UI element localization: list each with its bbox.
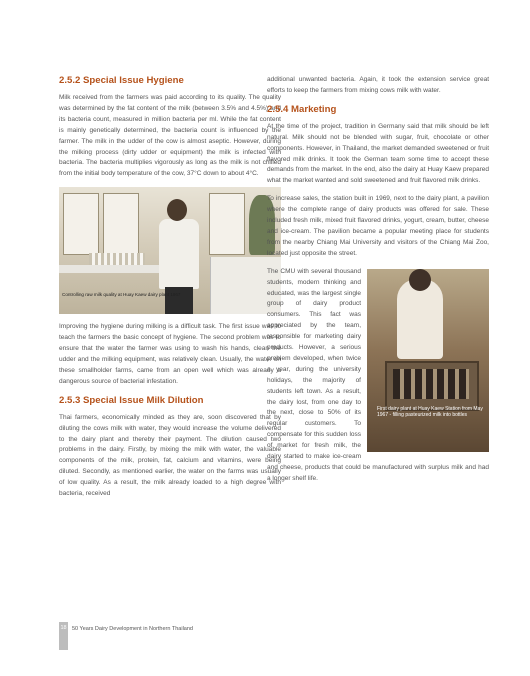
worker-head	[409, 269, 431, 291]
worker	[397, 279, 443, 359]
photo-milk-quality	[59, 187, 281, 314]
bottle-filling-machine	[385, 361, 479, 411]
left-column	[59, 75, 281, 507]
window	[209, 193, 245, 255]
section-heading-marketing: 2.5.4 Marketing	[267, 103, 337, 115]
paragraph: To increase sales, the station built in 1969, next to the dairy plant, a pavilion where the complete range of dairy products was offered for sale. These included fresh milk, mixed fruit flavored drinks, yogurt, cream, butter, cheese and ice-cream. The pavilion became a popular meeting place for students from the nearby Chiang Mai University and visitors of the Chiang Mai Zoo, located just opposite the street.	[267, 195, 489, 257]
photo-caption: First dairy plant at Huay Kaew Station from May 1967 - filling pasteurized milk into bottles	[377, 405, 483, 419]
paragraph: Milk received from the farmers was paid according to its quality. The quality was determined by the fat content of the milk (between 3.5% and 4.5%) and its bacteria count, measured in million bacteria per ml. While the fat content is mainly genetically determined, the bacteria count is influenced by the farmer. The milk in the udder of the cow is almost aseptic. However, during the milking process (dirty udder or equipment) the milk is infected with bacteria. The bacteria multiplies vigorously as long as the milk is not chilled from the initial body temperature of the cow, 37°C down to about 4°C.	[59, 94, 281, 178]
technician	[159, 219, 199, 289]
right-column	[267, 75, 489, 492]
window	[63, 193, 99, 255]
photo-caption: Controlling raw milk quality at Huay Kaew dairy plant 1967	[62, 292, 181, 298]
paragraph: additional unwanted bacteria. Again, it took the extension service great efforts to keep the farmers from mixing cows milk with water.	[267, 76, 489, 94]
sample-bottles	[89, 253, 145, 265]
lab-bench	[59, 265, 159, 273]
section-heading-dilution: 2.5.3 Special Issue Milk Dilution	[59, 394, 204, 406]
technician-head	[167, 199, 187, 221]
photo-dairy-plant	[367, 269, 489, 452]
footer-title: 50 Years Dairy Development in Northern Thailand	[72, 626, 193, 632]
section-heading-hygiene: 2.5.2 Special Issue Hygiene	[59, 75, 184, 86]
paragraph: Improving the hygiene during milking is a difficult task. The first issue was to teach the farmers the basic concept of hygiene. The second problem was to ensure that the water the farmer was using to wash his hands, clean the udder and the milking equipment, was relatively clean. Usually, the water on these smallholder farms, came from an open well which was already a dangerous source of bacterial infestation.	[59, 323, 281, 385]
paragraph: Thai farmers, economically minded as they are, soon discovered that by diluting the cows milk with water, they would increase the volume delivered to the dairy plant and thereby their payment. The dilution caused two problems in the dairy. Firstly, by mixing the milk with water, the valuable components of the milk, protein, fat, calcium and vitamins, were being diluted. Secondly, as mentioned earlier, the water on the farms was usually of low quality. As a result, the milk already loaded to a high degree with bacteria, received	[59, 413, 281, 498]
paragraph: At the time of the project, tradition in Germany said that milk should be left natural. Milk should not be blended with sugar, fruit, chocolate or other components. However, in Thailand, the market demanded sweetened or fruit flavored milk drinks. It took the German team some time to accept these demands from the market. In the end, also the dairy at Huay Kaew prepared what the market wanted and sold sweetened and fruit flavored milk drinks.	[267, 122, 489, 185]
paragraph: The CMU with several thousand students, modern thinking and educated, was the largest single group of dairy product consumers. This fact was appreciated by the team, responsible for marketing dairy products. However, a serious problem developed, when twice a year, during the university holidays, the majority of students left town. As a result, the dairy lost, from one day to the next, close to 50% of its regular customers. To compensate for this sudden loss of market for fresh milk, the dairy started to make ice-cream and cheese, products that could be manufactured with surplus milk and had a longer shelf life.	[267, 267, 489, 482]
page-number: 18	[59, 622, 68, 650]
window	[103, 193, 139, 255]
